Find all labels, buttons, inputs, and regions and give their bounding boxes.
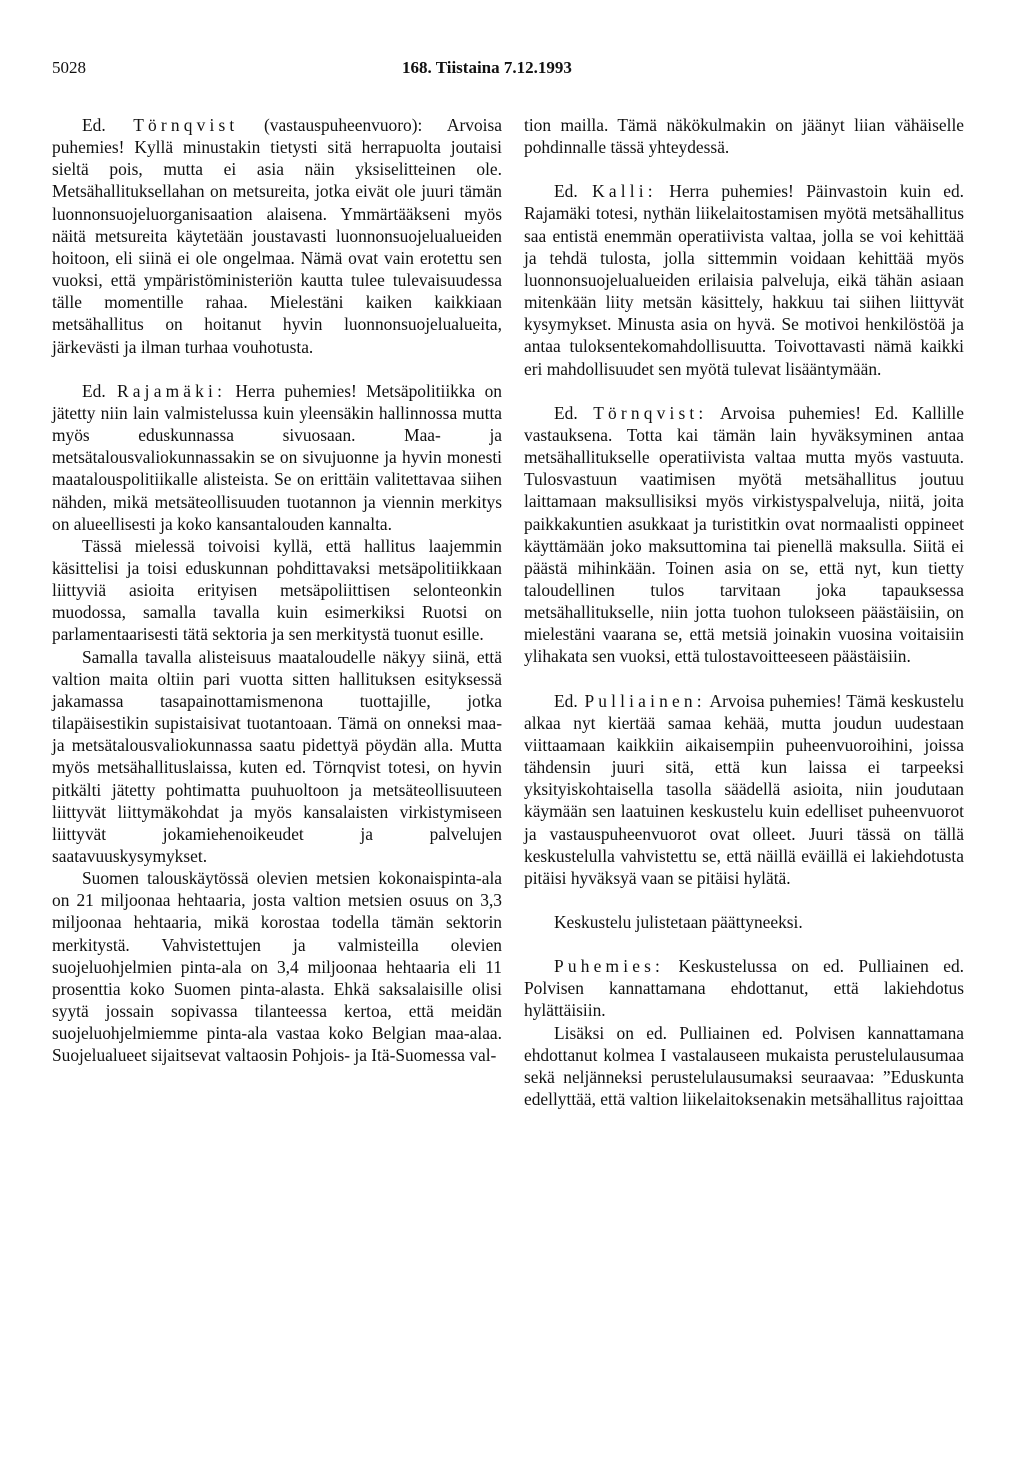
speech-text: Tässä mielessä toivoisi kyllä, että hallitus laajemmin käsittelisi ja toisi eduskunnan pohdittavaksi metsäpolitiikkaan liittyviä asioita erityisen metsäpoliittisen selonteonkin muodossa, samalla tavalla kuin esimerkiksi Ruotsi on parlamentaarisesti tätä sektoria ja sen merkitystä tuonut esille.: [52, 535, 502, 645]
speech-paragraph: [52, 114, 502, 358]
speech-text: Keskustelu julistetaan päättyneeksi.: [554, 912, 803, 932]
speaker-name: Puhemies:: [554, 956, 665, 977]
speech-text: (vastauspuheenvuoro): Arvoisa puhemies! Kyllä minustakin tietysti sitä herrapuolta joutaisi sieltä pois, mutta ei asia näin yksiselitteinen ole. Metsähallituksellahan on metsureita, jotka eivät ole juuri tämän luonnonsuojeluorganisaation alaisena. Ymmärtääkseni myös näitä metsureita käytetään joustavasti luonnonsuojelualueiden hoitoon, eli siinä ei ole ongelmaa. Nämä ovat vain erotettu sen vuoksi, että ympäristöministeriön kautta tulee tulevaisuudessa tälle momentille rahaa. Mielestäni kaiken kaikkiaan metsähallitus on hoitanut hyvin luonnonsuojelualueita, järkevästi ja ilman turhaa vouhotusta.: [52, 115, 502, 357]
speech-paragraph: [524, 180, 964, 379]
speech-text: Lisäksi on ed. Pulliainen ed. Polvisen kannattamana ehdottanut kolmea I vastalauseen mukaista perustelulausumaa sekä neljänneksi perustelulausumaksi seuraavaa: ”Eduskunta edellyttää, että valtion liikelaitoksenakin metsähallitus rajoittaa: [524, 1022, 964, 1110]
speech-text: Arvoisa puhemies! Ed. Kallille vastauksena. Totta kai tämän lain hyväksyminen antaa metsähallitukselle operatiivista valtaa mutta myös vastuuta. Tulosvastuun vaatimisen myötä metsähallitus joutuu laittamaan maksullisiksi myös virkistyspalveluja, niitä, joita paikkakuntien asukkaat ja turistitkin ovat normaalisti oppineet käyttämään joko maksuttomina tai pienellä maksulla. Siitä ei päästä mihinkään. Toinen asia on se, että nyt, kun tietty taloudellinen tulos tarvitaan joka tapauksessa metsähallitukselle, niin jotta tuohon tulokseen päästäisiin, on mielestäni vaarana se, että metsiä joinakin vuosina voitaisiin ylihakata sen vuoksi, että tulostavoitteeseen päästäisiin.: [524, 402, 964, 667]
speaker-name: Pulliainen:: [584, 690, 706, 711]
speaker-name: Törnqvist: [133, 115, 239, 135]
speech-text: Samalla tavalla alisteisuus maataloudelle näkyy siinä, että valtion maita oltiin pari vuotta sitten hallituksen esityksessä jakamassa tasapainottamismenona tuottajille, jotka tilapäisestikin supistaisivat tuotantoaan. Tämä on onneksi maa- ja metsätalousvaliokunnassa saatu pidettyä pöydän alla. Mutta myös metsähallituslaissa, kuten ed. Törnqvist totesi, on hyvin pitkälti jätetty pohtimatta puuhuoltoon ja metsäteollisuuteen liittyvät liittymäkohdat ja myös kansalaisten virkistymiseen liittyvät jokamiehenoikeudet ja palvelujen saatavuuskysymykset.: [52, 646, 502, 866]
speaker-prefix: Ed.: [82, 115, 106, 135]
speech-paragraph: [524, 690, 964, 889]
speech-text: tion mailla. Tämä näkökulmakin on jäänyt liian vähäiselle pohdinnalle tässä yhteydessä.: [524, 115, 964, 158]
speaker-prefix: Ed.: [554, 402, 578, 423]
speaker-prefix: Ed.: [554, 690, 578, 711]
speech-paragraph: [52, 867, 502, 1066]
left-column: [52, 114, 502, 1067]
speech-text: Herra puhemies! Metsäpolitiikka on jätetty niin lain valmistelussa kuin yleensäkin hallinnossa mutta myös eduskunnassa sivuosaan. Maa- ja metsätalousvaliokunnassakin se on sivujuonne ja hyvin monesti maatalouspolitiikalle alisteista. Se on erittäin valitettavaa siihen nähden, mikä metsäteollisuuden tuotannon ja viennin merkitys on alueellisesti ja koko kansantalouden kannalta.: [52, 380, 502, 534]
speech-paragraph: [524, 402, 964, 668]
speaker-prefix: Ed.: [82, 380, 106, 401]
speech-paragraph: [52, 646, 502, 868]
page-number: 5028: [52, 58, 86, 77]
session-date-header: 168. Tiistaina 7.12.1993: [402, 58, 572, 77]
right-column: [524, 114, 964, 1110]
speech-paragraph: [524, 1022, 964, 1111]
speaker-name: Kalli:: [592, 181, 657, 202]
speaker-name: Rajamäki:: [117, 380, 227, 401]
speech-paragraph: [524, 114, 964, 158]
speech-paragraph: [524, 911, 964, 933]
speech-paragraph: [52, 535, 502, 646]
speaker-prefix: Ed.: [554, 181, 578, 202]
speech-text: Suomen talouskäytössä olevien metsien kokonaispinta-ala on 21 miljoonaa hehtaaria, josta valtion metsien osuus on 3,3 miljoonaa hehtaaria, mikä korostaa todella tämän sektorin merkitystä. Vahvistettujen ja valmisteilla olevien suojeluohjelmien pinta-ala on 3,4 miljoonaa hehtaaria eli 11 prosenttia koko Suomen pinta-alasta. Ehkä saksalaisille olisi syytä jossain sopivassa tilanteessa kertoa, että meidän suojeluohjelmiemme pinta-ala vastaa koko Belgian maa-alaa. Suojelualueet sijaitsevat valtaosin Pohjois- ja Itä-Suomessa val-: [52, 868, 502, 1066]
speech-text: Keskustelussa on ed. Pulliainen ed. Polvisen kannattamana ehdottanut, että lakiehdotus hylättäisiin.: [524, 956, 964, 1021]
page-header: [52, 58, 968, 84]
speech-paragraph: [52, 380, 502, 535]
speech-text: Herra puhemies! Päinvastoin kuin ed. Rajamäki totesi, nythän liikelaitostamisen myötä metsähallitus saa entistä enemmän operatiivista valtaa, jolla se voi kehittää ja tehdä tulosta, jolla sittemmin voidaan kehittää myös luonnonsuojelualueiden erilaisia palveluja, eikä tähän asiaan mitenkään liity metsän käsittely, hakkuu tai siihen liittyvät kysymykset. Minusta asia on hyvä. Se motivoi henkilöstöä ja antaa tuloksentekomahdollisuutta. Toivottavasti nämä kaikki eri mahdollisuudet sen myötä tulevat lisääntymään.: [524, 181, 964, 379]
speech-text: Arvoisa puhemies! Tämä keskustelu alkaa nyt kiertää samaa kehää, mutta joudun uudestaan viittaamaan kaikkiin aikaisempiin puheenvuoroihini, joissa tähdensin juuri sitä, että kun laissa ei tarpeeksi yksityiskohtaisella tasolla säädellä asioita, niin joudutaan käymään sen laatuinen keskustelu kuin edelliset puheenvuorot ja vastauspuheenvuorot ovat olleet. Juuri tässä on tällä keskustelulla vahvistettu se, että näillä eväillä ei lakiehdotusta pitäisi hyväksyä vaan se pitäisi hylätä.: [524, 690, 964, 888]
speech-paragraph: [524, 955, 964, 1021]
speaker-name: Törnqvist:: [593, 402, 708, 423]
